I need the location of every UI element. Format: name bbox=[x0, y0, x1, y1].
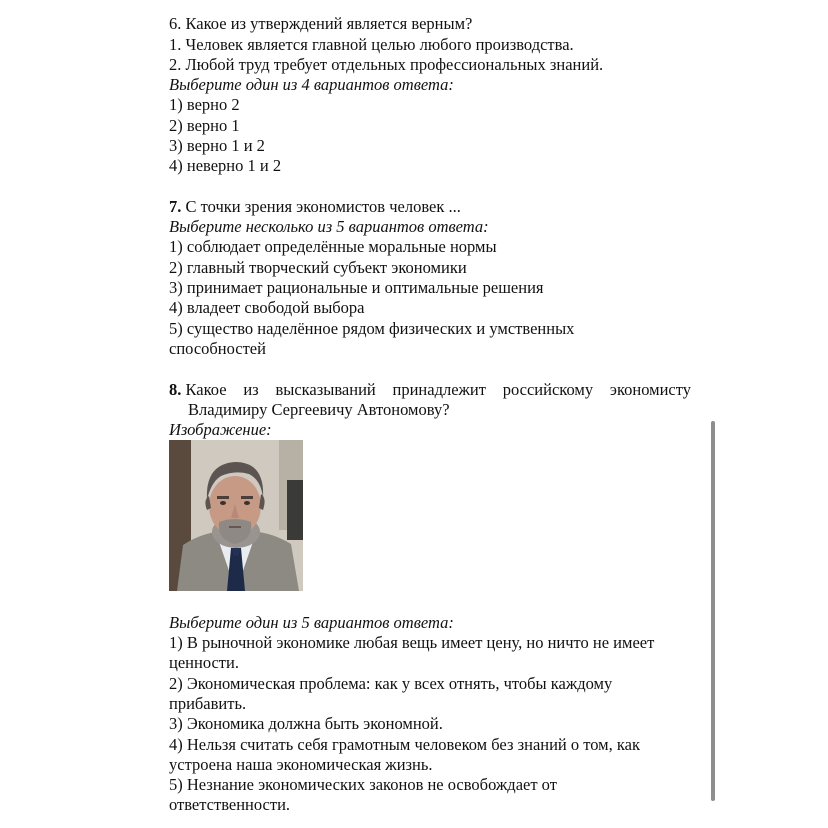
q7-option-3[interactable]: 3) принимает рациональные и оптимальные решения bbox=[169, 278, 544, 297]
q8-number: 8. bbox=[169, 380, 182, 399]
q6-title: 6. Какое из утверждений является верным? bbox=[169, 14, 473, 33]
q8-option-3[interactable]: 3) Экономика должна быть экономной. bbox=[169, 714, 443, 733]
q8-option-1-continued: ценности. bbox=[169, 653, 239, 672]
portrait-illustration bbox=[169, 440, 303, 591]
q6-option-1[interactable]: 1) верно 2 bbox=[169, 95, 240, 114]
q8-image-label: Изображение: bbox=[169, 420, 272, 439]
q7-option-4[interactable]: 4) владеет свободой выбора bbox=[169, 298, 365, 317]
q6-statement-1: 1. Человек является главной целью любого производства. bbox=[169, 35, 574, 54]
q8-option-5[interactable]: 5) Незнание экономических законов не освобождает от bbox=[169, 775, 557, 794]
q8-word-4: принадлежит bbox=[392, 380, 486, 399]
q6-option-2[interactable]: 2) верно 1 bbox=[169, 116, 240, 135]
q8-option-2[interactable]: 2) Экономическая проблема: как у всех отнять, чтобы каждому bbox=[169, 674, 613, 693]
q8-option-5-continued: ответственности. bbox=[169, 795, 291, 814]
q7-title bbox=[169, 197, 461, 217]
q7-option-5-continued: способностей bbox=[169, 339, 266, 358]
q8-instruction: Выберите один из 5 вариантов ответа: bbox=[169, 613, 454, 632]
q8-title bbox=[169, 380, 691, 400]
q8-word-3: высказываний bbox=[275, 380, 376, 399]
q6-statement-2: 2. Любой труд требует отдельных профессиональных знаний. bbox=[169, 55, 604, 74]
vertical-scrollbar[interactable] bbox=[711, 421, 715, 801]
q7-instruction: Выберите несколько из 5 вариантов ответа: bbox=[169, 217, 489, 236]
q7-option-5[interactable]: 5) существо наделённое рядом физических и умственных bbox=[169, 319, 575, 338]
q8-option-1[interactable]: 1) В рыночной экономике любая вещь имеет цену, но ничто не имеет bbox=[169, 633, 655, 652]
q8-word-2: из bbox=[243, 380, 259, 399]
q8-option-4-continued: устроена наша экономическая жизнь. bbox=[169, 755, 433, 774]
q8-option-4[interactable]: 4) Нельзя считать себя грамотным человеком без знаний о том, как bbox=[169, 735, 640, 754]
q8-word-1: Какое bbox=[185, 380, 227, 399]
q6-option-3[interactable]: 3) верно 1 и 2 bbox=[169, 136, 265, 155]
q6-option-4[interactable]: 4) неверно 1 и 2 bbox=[169, 156, 282, 175]
q8-word-5: российскому bbox=[502, 380, 594, 399]
economist-portrait-photo bbox=[169, 440, 303, 591]
q8-option-2-continued: прибавить. bbox=[169, 694, 247, 713]
q7-text: С точки зрения экономистов человек ... bbox=[181, 197, 461, 216]
q8-word-6: экономисту bbox=[609, 380, 691, 399]
q8-title-line-2: Владимиру Сергеевичу Автономову? bbox=[188, 400, 450, 419]
q7-option-2[interactable]: 2) главный творческий субъект экономики bbox=[169, 258, 467, 277]
q7-option-1[interactable]: 1) соблюдает определённые моральные нормы bbox=[169, 237, 497, 256]
q7-number: 7. bbox=[169, 197, 182, 216]
q6-instruction: Выберите один из 4 вариантов ответа: bbox=[169, 75, 454, 94]
